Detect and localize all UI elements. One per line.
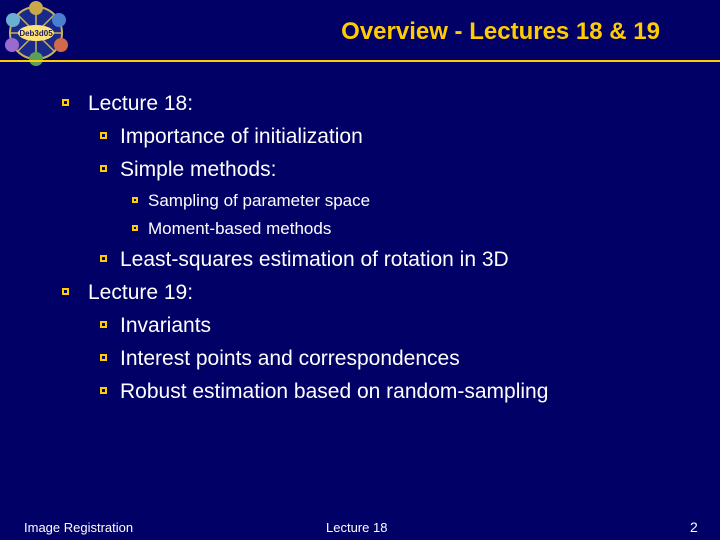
page-number: 2 [690, 519, 698, 535]
bullet-text: Sampling of parameter space [148, 191, 371, 210]
bullet-lecture-18 [62, 92, 193, 116]
bullet-text: Least-squares estimation of rotation in 3D [120, 248, 509, 271]
square-bullet-icon [132, 197, 138, 203]
title-divider [0, 60, 720, 62]
bullet-invariants [100, 314, 211, 338]
bullet-interest-points [100, 347, 460, 371]
square-bullet-icon [100, 132, 107, 139]
bullet-text: Robust estimation based on random-sampling [120, 380, 549, 403]
bullet-text: Moment-based methods [148, 219, 332, 238]
slide-title: Overview - Lectures 18 & 19 [341, 18, 660, 45]
footer-course-name: Image Registration [24, 520, 134, 535]
bullet-text: Invariants [120, 314, 212, 337]
bullet-robust-estimation [100, 380, 548, 404]
square-bullet-icon [62, 288, 69, 295]
bullet-simple-methods [100, 158, 276, 182]
bullet-least-squares [100, 248, 509, 272]
bullet-text: Simple methods: [120, 158, 277, 181]
square-bullet-icon [132, 225, 138, 231]
square-bullet-icon [100, 354, 107, 361]
bullet-text: Interest points and correspondences [120, 347, 460, 370]
square-bullet-icon [100, 165, 107, 172]
bullet-moment-based-methods [132, 219, 331, 239]
square-bullet-icon [100, 321, 107, 328]
bullet-text: Lecture 19: [88, 281, 194, 304]
square-bullet-icon [100, 255, 107, 262]
bullet-sampling-parameter-space [132, 191, 370, 211]
footer-lecture: Lecture 18 [326, 520, 388, 535]
bullet-importance-initialization [100, 125, 363, 149]
square-bullet-icon [62, 99, 69, 106]
logo-text: Deb3d05 [19, 29, 53, 38]
bullet-text: Lecture 18: [88, 92, 194, 115]
bullet-lecture-19 [62, 281, 193, 305]
bullet-text: Importance of initialization [120, 125, 363, 148]
square-bullet-icon [100, 387, 107, 394]
